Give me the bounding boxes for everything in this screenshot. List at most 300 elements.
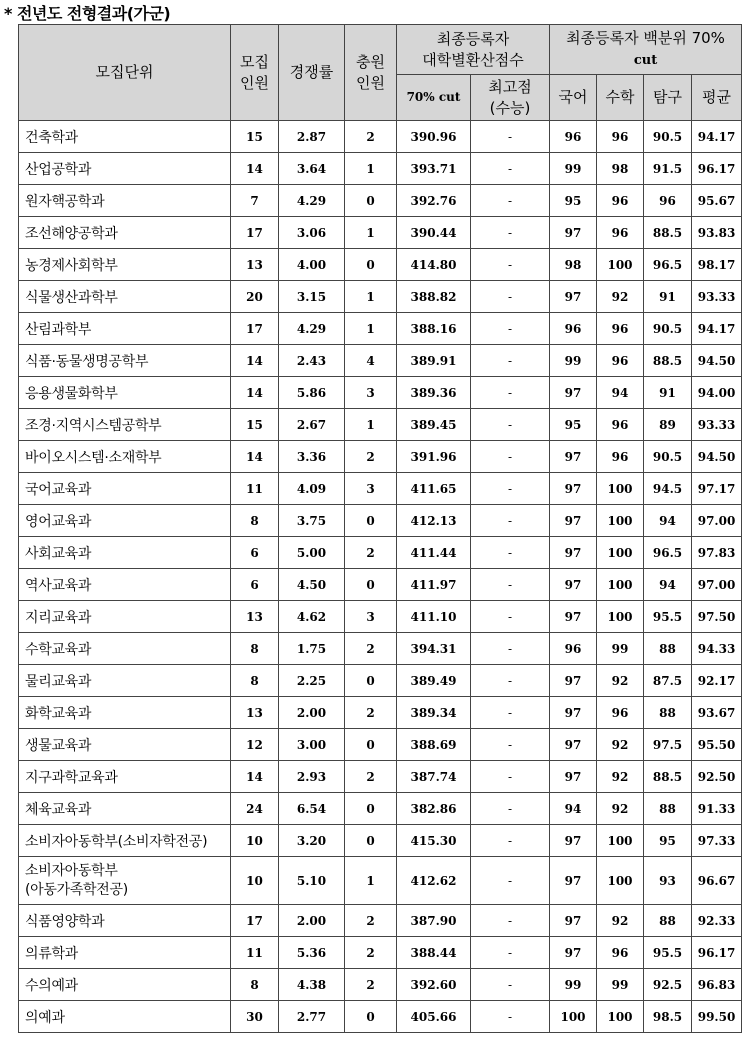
cell-math: 100 <box>597 249 644 281</box>
cell-extra: 0 <box>345 793 397 825</box>
cell-extra: 2 <box>345 633 397 665</box>
cell-score-max: - <box>471 377 550 409</box>
cell-score-max: - <box>471 217 550 249</box>
cell-score-max: - <box>471 761 550 793</box>
cell-recruit: 14 <box>231 345 279 377</box>
cell-math: 100 <box>597 857 644 905</box>
cell-competition: 3.36 <box>279 441 345 473</box>
cell-math: 92 <box>597 729 644 761</box>
cell-competition: 4.29 <box>279 313 345 345</box>
cell-math: 96 <box>597 441 644 473</box>
cell-average: 93.67 <box>692 697 742 729</box>
cell-score-70cut: 389.49 <box>397 665 471 697</box>
cell-inquiry: 88 <box>644 793 692 825</box>
cell-inquiry: 95.5 <box>644 601 692 633</box>
cell-competition: 3.06 <box>279 217 345 249</box>
cell-korean: 95 <box>550 409 597 441</box>
header-inquiry: 탐구 <box>644 75 692 121</box>
cell-score-max: - <box>471 505 550 537</box>
cell-score-70cut: 389.45 <box>397 409 471 441</box>
cell-competition: 2.00 <box>279 697 345 729</box>
cell-inquiry: 90.5 <box>644 313 692 345</box>
cell-recruit: 6 <box>231 569 279 601</box>
cell-korean: 97 <box>550 505 597 537</box>
cell-korean: 97 <box>550 473 597 505</box>
cell-unit-name: 바이오시스템·소재학부 <box>19 441 231 473</box>
cell-average: 94.50 <box>692 441 742 473</box>
cell-recruit: 8 <box>231 633 279 665</box>
cell-math: 96 <box>597 121 644 153</box>
cell-korean: 98 <box>550 249 597 281</box>
cell-average: 92.33 <box>692 905 742 937</box>
cell-inquiry: 87.5 <box>644 665 692 697</box>
cell-score-70cut: 414.80 <box>397 249 471 281</box>
cell-inquiry: 92.5 <box>644 969 692 1001</box>
cell-extra: 2 <box>345 121 397 153</box>
cell-average: 94.50 <box>692 345 742 377</box>
cell-competition: 4.38 <box>279 969 345 1001</box>
cell-score-70cut: 411.10 <box>397 601 471 633</box>
cell-recruit: 17 <box>231 217 279 249</box>
cell-recruit: 20 <box>231 281 279 313</box>
cell-score-max: - <box>471 969 550 1001</box>
cell-recruit: 30 <box>231 1001 279 1033</box>
cell-math: 96 <box>597 345 644 377</box>
cell-inquiry: 98.5 <box>644 1001 692 1033</box>
cell-inquiry: 88 <box>644 697 692 729</box>
cell-average: 93.33 <box>692 281 742 313</box>
cell-math: 96 <box>597 185 644 217</box>
cell-recruit: 15 <box>231 121 279 153</box>
cell-score-70cut: 415.30 <box>397 825 471 857</box>
cell-unit-name: 의예과 <box>19 1001 231 1033</box>
table-row <box>19 761 742 793</box>
table-row <box>19 441 742 473</box>
cell-competition: 4.00 <box>279 249 345 281</box>
cell-math: 96 <box>597 217 644 249</box>
cell-average: 97.17 <box>692 473 742 505</box>
cell-extra: 3 <box>345 377 397 409</box>
cell-score-70cut: 411.44 <box>397 537 471 569</box>
cell-competition: 3.00 <box>279 729 345 761</box>
cell-competition: 2.67 <box>279 409 345 441</box>
cell-korean: 97 <box>550 569 597 601</box>
cell-recruit: 14 <box>231 153 279 185</box>
cell-competition: 5.00 <box>279 537 345 569</box>
cell-unit-name: 지리교육과 <box>19 601 231 633</box>
table-row <box>19 825 742 857</box>
cell-inquiry: 88 <box>644 633 692 665</box>
table-row <box>19 537 742 569</box>
cell-korean: 97 <box>550 937 597 969</box>
cell-extra: 2 <box>345 761 397 793</box>
cell-math: 98 <box>597 153 644 185</box>
table-row <box>19 409 742 441</box>
cell-score-70cut: 392.76 <box>397 185 471 217</box>
cell-unit-name: 물리교육과 <box>19 665 231 697</box>
cell-competition: 4.29 <box>279 185 345 217</box>
cell-average: 96.17 <box>692 153 742 185</box>
cell-korean: 97 <box>550 697 597 729</box>
cell-competition: 2.00 <box>279 905 345 937</box>
cell-unit-name: 영어교육과 <box>19 505 231 537</box>
cell-korean: 97 <box>550 857 597 905</box>
cell-competition: 2.43 <box>279 345 345 377</box>
cell-unit-name: 응용생물화학부 <box>19 377 231 409</box>
cell-inquiry: 88.5 <box>644 217 692 249</box>
cell-competition: 4.62 <box>279 601 345 633</box>
table-row <box>19 185 742 217</box>
cell-korean: 99 <box>550 345 597 377</box>
cell-score-max: - <box>471 281 550 313</box>
cell-competition: 4.09 <box>279 473 345 505</box>
cell-korean: 96 <box>550 313 597 345</box>
header-korean: 국어 <box>550 75 597 121</box>
table-row <box>19 121 742 153</box>
cell-average: 91.33 <box>692 793 742 825</box>
cell-korean: 96 <box>550 121 597 153</box>
cell-score-70cut: 390.44 <box>397 217 471 249</box>
cell-korean: 97 <box>550 281 597 313</box>
cell-score-max: - <box>471 825 550 857</box>
cell-korean: 97 <box>550 761 597 793</box>
cell-recruit: 8 <box>231 505 279 537</box>
cell-unit-name: 산림과학부 <box>19 313 231 345</box>
cell-math: 92 <box>597 665 644 697</box>
header-score-70cut: 70% cut <box>397 75 471 121</box>
cell-korean: 97 <box>550 377 597 409</box>
table-row <box>19 665 742 697</box>
cell-extra: 1 <box>345 153 397 185</box>
cell-average: 92.17 <box>692 665 742 697</box>
cell-extra: 2 <box>345 537 397 569</box>
header-percentile-group: 최종등록자 백분위 70% cut <box>550 25 742 75</box>
cell-average: 93.83 <box>692 217 742 249</box>
cell-extra: 0 <box>345 569 397 601</box>
header-recruit: 모집 인원 <box>231 25 279 121</box>
cell-average: 97.00 <box>692 569 742 601</box>
cell-extra: 0 <box>345 185 397 217</box>
cell-korean: 99 <box>550 969 597 1001</box>
cell-unit-name: 수학교육과 <box>19 633 231 665</box>
cell-average: 97.50 <box>692 601 742 633</box>
cell-extra: 1 <box>345 217 397 249</box>
cell-average: 95.50 <box>692 729 742 761</box>
cell-score-70cut: 388.82 <box>397 281 471 313</box>
cell-korean: 97 <box>550 905 597 937</box>
cell-inquiry: 96 <box>644 185 692 217</box>
cell-recruit: 15 <box>231 409 279 441</box>
cell-score-70cut: 411.97 <box>397 569 471 601</box>
cell-score-70cut: 389.36 <box>397 377 471 409</box>
cell-unit-name: 식물생산과학부 <box>19 281 231 313</box>
cell-korean: 94 <box>550 793 597 825</box>
table-row <box>19 633 742 665</box>
cell-score-max: - <box>471 857 550 905</box>
cell-korean: 97 <box>550 441 597 473</box>
cell-math: 100 <box>597 537 644 569</box>
cell-math: 100 <box>597 825 644 857</box>
cell-inquiry: 94.5 <box>644 473 692 505</box>
cell-recruit: 11 <box>231 473 279 505</box>
cell-recruit: 12 <box>231 729 279 761</box>
cell-recruit: 13 <box>231 249 279 281</box>
cell-korean: 97 <box>550 665 597 697</box>
cell-score-max: - <box>471 729 550 761</box>
table-row <box>19 505 742 537</box>
cell-unit-name: 산업공학과 <box>19 153 231 185</box>
cell-competition: 3.20 <box>279 825 345 857</box>
cell-score-max: - <box>471 633 550 665</box>
cell-average: 97.00 <box>692 505 742 537</box>
cell-average: 99.50 <box>692 1001 742 1033</box>
cell-competition: 2.77 <box>279 1001 345 1033</box>
cell-unit-name: 식품영양학과 <box>19 905 231 937</box>
cell-extra: 1 <box>345 281 397 313</box>
cell-competition: 5.86 <box>279 377 345 409</box>
cell-unit-name: 식품·동물생명공학부 <box>19 345 231 377</box>
cell-math: 100 <box>597 569 644 601</box>
cell-average: 94.17 <box>692 313 742 345</box>
cell-recruit: 13 <box>231 697 279 729</box>
cell-extra: 1 <box>345 409 397 441</box>
table-row <box>19 937 742 969</box>
page-title: * 전년도 전형결과(가군) <box>4 4 171 23</box>
cell-score-max: - <box>471 185 550 217</box>
table-row <box>19 1001 742 1033</box>
cell-competition: 3.75 <box>279 505 345 537</box>
cell-score-max: - <box>471 409 550 441</box>
cell-math: 96 <box>597 409 644 441</box>
cell-unit-name: 사회교육과 <box>19 537 231 569</box>
cell-competition: 2.25 <box>279 665 345 697</box>
cell-math: 94 <box>597 377 644 409</box>
cell-score-70cut: 411.65 <box>397 473 471 505</box>
cell-score-70cut: 412.13 <box>397 505 471 537</box>
cell-score-70cut: 388.44 <box>397 937 471 969</box>
cell-score-max: - <box>471 569 550 601</box>
cell-unit-name: 국어교육과 <box>19 473 231 505</box>
cell-math: 99 <box>597 969 644 1001</box>
cell-korean: 95 <box>550 185 597 217</box>
cell-competition: 3.15 <box>279 281 345 313</box>
cell-unit-name: 소비자아동학부(소비자학전공) <box>19 825 231 857</box>
cell-unit-name: 소비자아동학부 (아동가족학전공) <box>19 857 231 905</box>
table-row <box>19 601 742 633</box>
cell-unit-name: 원자핵공학과 <box>19 185 231 217</box>
cell-extra: 0 <box>345 729 397 761</box>
cell-inquiry: 91 <box>644 377 692 409</box>
cell-score-max: - <box>471 665 550 697</box>
cell-math: 92 <box>597 905 644 937</box>
table-row <box>19 217 742 249</box>
table-row <box>19 281 742 313</box>
cell-average: 95.67 <box>692 185 742 217</box>
cell-score-70cut: 388.16 <box>397 313 471 345</box>
cell-recruit: 11 <box>231 937 279 969</box>
cell-math: 92 <box>597 761 644 793</box>
cell-unit-name: 수의예과 <box>19 969 231 1001</box>
table-row <box>19 377 742 409</box>
cell-score-max: - <box>471 345 550 377</box>
cell-recruit: 10 <box>231 825 279 857</box>
cell-recruit: 17 <box>231 905 279 937</box>
cell-score-70cut: 382.86 <box>397 793 471 825</box>
cell-korean: 96 <box>550 633 597 665</box>
cell-extra: 3 <box>345 473 397 505</box>
cell-average: 97.33 <box>692 825 742 857</box>
cell-score-max: - <box>471 249 550 281</box>
cell-competition: 6.54 <box>279 793 345 825</box>
header-score-max: 최고점 (수능) <box>471 75 550 121</box>
cell-korean: 97 <box>550 729 597 761</box>
cell-extra: 2 <box>345 937 397 969</box>
cell-extra: 0 <box>345 665 397 697</box>
cell-recruit: 8 <box>231 665 279 697</box>
cell-inquiry: 88 <box>644 905 692 937</box>
table-row <box>19 793 742 825</box>
cell-korean: 97 <box>550 601 597 633</box>
table-row <box>19 905 742 937</box>
cell-extra: 2 <box>345 905 397 937</box>
header-math: 수학 <box>597 75 644 121</box>
cell-math: 92 <box>597 793 644 825</box>
cell-score-70cut: 390.96 <box>397 121 471 153</box>
header-score-group: 최종등록자 대학별환산점수 <box>397 25 550 75</box>
cell-score-max: - <box>471 793 550 825</box>
cell-score-max: - <box>471 697 550 729</box>
cell-score-max: - <box>471 601 550 633</box>
cell-competition: 5.36 <box>279 937 345 969</box>
cell-unit-name: 의류학과 <box>19 937 231 969</box>
cell-score-70cut: 412.62 <box>397 857 471 905</box>
cell-math: 100 <box>597 1001 644 1033</box>
cell-extra: 0 <box>345 505 397 537</box>
cell-inquiry: 91 <box>644 281 692 313</box>
cell-average: 98.17 <box>692 249 742 281</box>
cell-korean: 99 <box>550 153 597 185</box>
table-row <box>19 473 742 505</box>
cell-extra: 4 <box>345 345 397 377</box>
cell-inquiry: 89 <box>644 409 692 441</box>
cell-unit-name: 조경·지역시스템공학부 <box>19 409 231 441</box>
cell-inquiry: 94 <box>644 569 692 601</box>
cell-unit-name: 체육교육과 <box>19 793 231 825</box>
cell-score-70cut: 388.69 <box>397 729 471 761</box>
cell-score-max: - <box>471 121 550 153</box>
table-row <box>19 313 742 345</box>
cell-extra: 2 <box>345 697 397 729</box>
cell-extra: 1 <box>345 313 397 345</box>
cell-recruit: 24 <box>231 793 279 825</box>
table-row <box>19 857 742 905</box>
header-extra: 충원 인원 <box>345 25 397 121</box>
admission-results-table <box>18 24 742 1033</box>
cell-extra: 1 <box>345 857 397 905</box>
cell-competition: 2.93 <box>279 761 345 793</box>
cell-recruit: 14 <box>231 377 279 409</box>
cell-recruit: 17 <box>231 313 279 345</box>
cell-score-max: - <box>471 153 550 185</box>
cell-unit-name: 건축학과 <box>19 121 231 153</box>
cell-score-70cut: 405.66 <box>397 1001 471 1033</box>
cell-math: 99 <box>597 633 644 665</box>
header-unit: 모집단위 <box>19 25 231 121</box>
cell-unit-name: 역사교육과 <box>19 569 231 601</box>
cell-recruit: 14 <box>231 761 279 793</box>
table-row <box>19 345 742 377</box>
cell-recruit: 6 <box>231 537 279 569</box>
cell-inquiry: 88.5 <box>644 761 692 793</box>
cell-extra: 2 <box>345 969 397 1001</box>
cell-competition: 2.87 <box>279 121 345 153</box>
cell-korean: 97 <box>550 825 597 857</box>
header-average: 평균 <box>692 75 742 121</box>
cell-inquiry: 96.5 <box>644 249 692 281</box>
cell-inquiry: 97.5 <box>644 729 692 761</box>
cell-score-70cut: 389.34 <box>397 697 471 729</box>
cell-average: 97.83 <box>692 537 742 569</box>
table-row <box>19 569 742 601</box>
table-row <box>19 969 742 1001</box>
table-row <box>19 153 742 185</box>
cell-score-70cut: 389.91 <box>397 345 471 377</box>
cell-unit-name: 지구과학교육과 <box>19 761 231 793</box>
cell-average: 94.00 <box>692 377 742 409</box>
cell-competition: 3.64 <box>279 153 345 185</box>
cell-unit-name: 조선해양공학과 <box>19 217 231 249</box>
cell-score-max: - <box>471 905 550 937</box>
table-row <box>19 729 742 761</box>
cell-competition: 5.10 <box>279 857 345 905</box>
cell-average: 93.33 <box>692 409 742 441</box>
cell-average: 94.33 <box>692 633 742 665</box>
cell-recruit: 7 <box>231 185 279 217</box>
cell-inquiry: 90.5 <box>644 121 692 153</box>
cell-average: 96.83 <box>692 969 742 1001</box>
cell-korean: 100 <box>550 1001 597 1033</box>
cell-inquiry: 95 <box>644 825 692 857</box>
cell-score-70cut: 391.96 <box>397 441 471 473</box>
cell-inquiry: 96.5 <box>644 537 692 569</box>
cell-math: 100 <box>597 505 644 537</box>
cell-average: 96.67 <box>692 857 742 905</box>
cell-score-70cut: 387.74 <box>397 761 471 793</box>
cell-math: 96 <box>597 697 644 729</box>
cell-math: 100 <box>597 601 644 633</box>
table-row <box>19 697 742 729</box>
header-competition: 경쟁률 <box>279 25 345 121</box>
cell-extra: 3 <box>345 601 397 633</box>
cell-math: 96 <box>597 937 644 969</box>
table-row <box>19 249 742 281</box>
cell-competition: 1.75 <box>279 633 345 665</box>
cell-score-70cut: 387.90 <box>397 905 471 937</box>
cell-score-max: - <box>471 313 550 345</box>
cell-unit-name: 화학교육과 <box>19 697 231 729</box>
cell-score-70cut: 393.71 <box>397 153 471 185</box>
cell-recruit: 14 <box>231 441 279 473</box>
cell-korean: 97 <box>550 537 597 569</box>
cell-extra: 0 <box>345 1001 397 1033</box>
cell-inquiry: 93 <box>644 857 692 905</box>
cell-inquiry: 95.5 <box>644 937 692 969</box>
cell-inquiry: 90.5 <box>644 441 692 473</box>
cell-average: 94.17 <box>692 121 742 153</box>
cell-math: 100 <box>597 473 644 505</box>
cell-unit-name: 농경제사회학부 <box>19 249 231 281</box>
cell-score-max: - <box>471 1001 550 1033</box>
